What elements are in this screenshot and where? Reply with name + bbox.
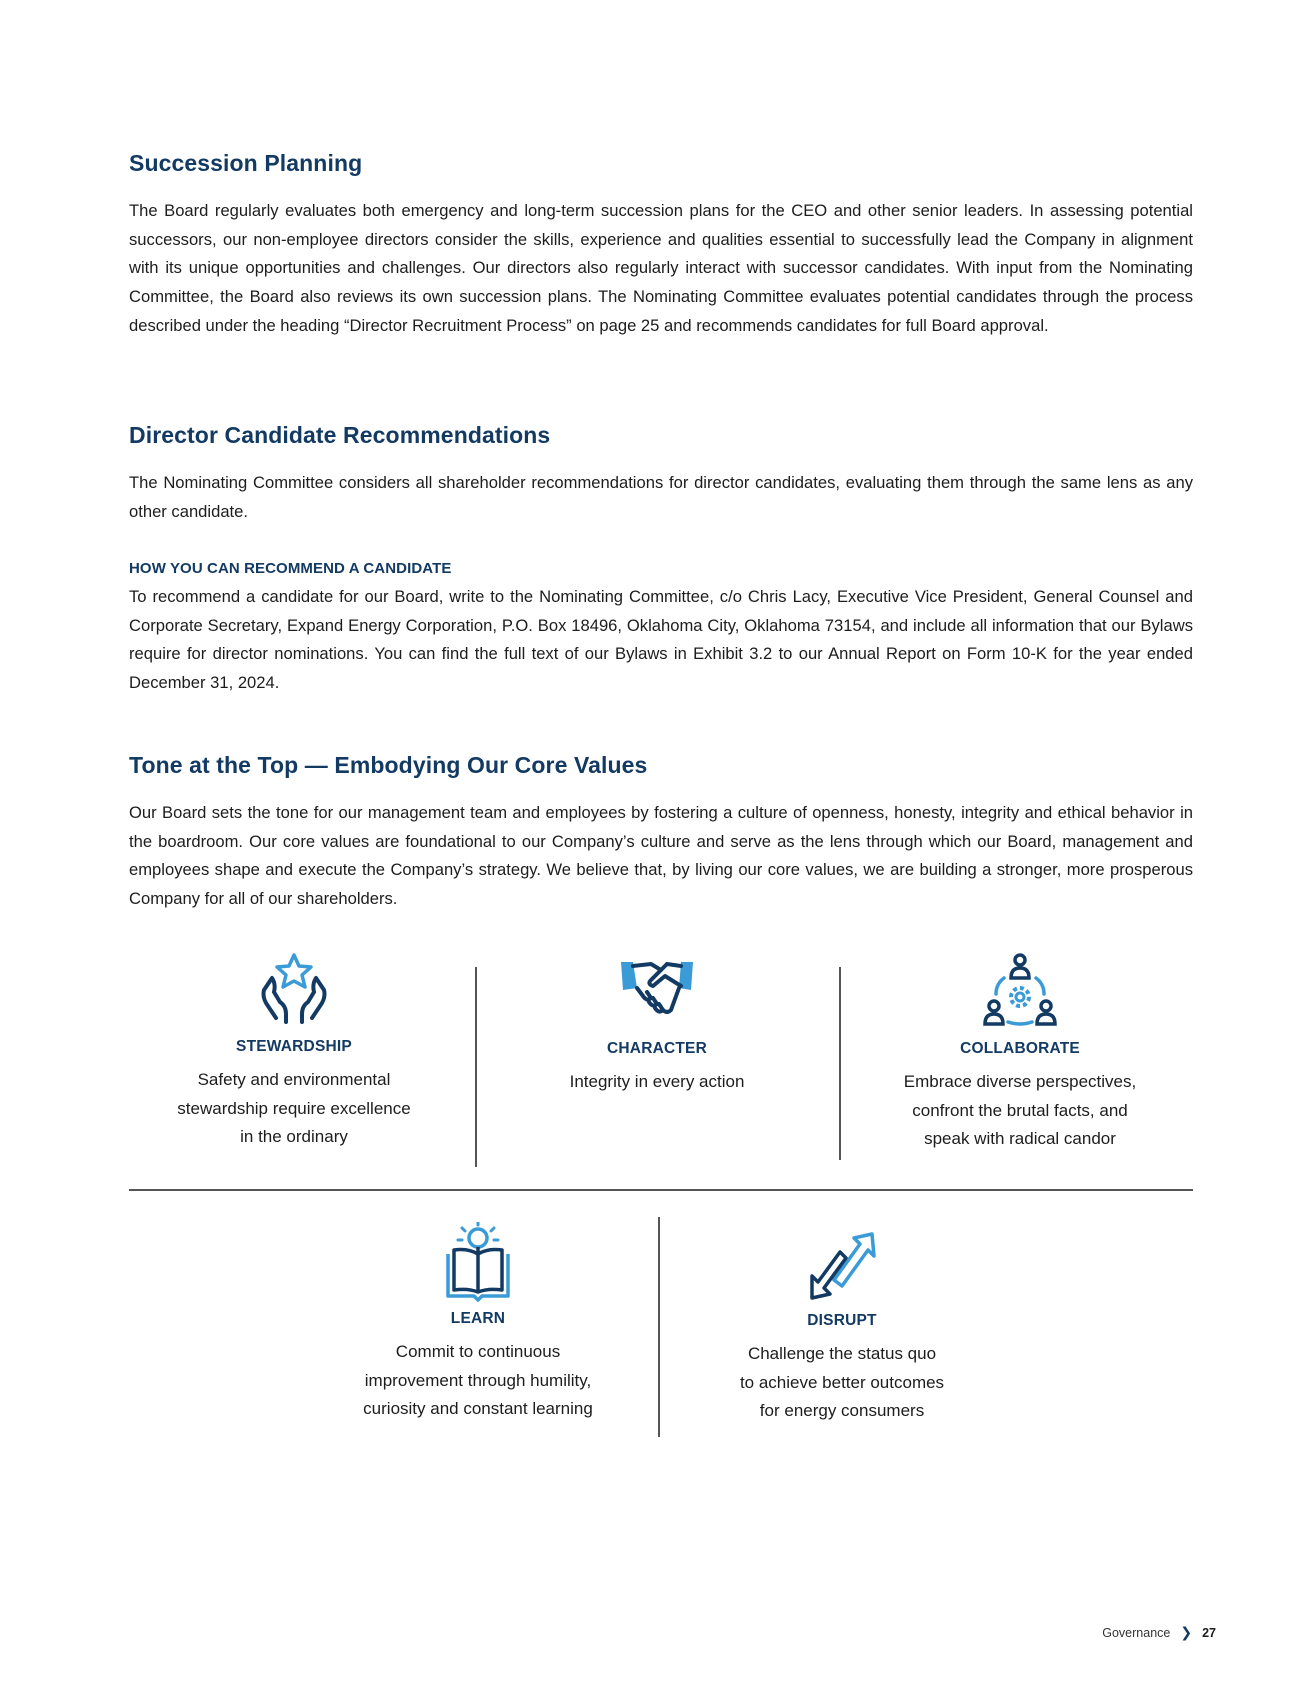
team-gear-icon <box>980 952 1060 1030</box>
value-desc: Integrity in every action <box>569 1072 745 1091</box>
succession-body: The Board regularly evaluates both emergency and long-term succession plans for the CEO and other senior leaders. In assessing potential successors, our non-employee directors consider the skills, experience and qualities essential to successfully lead the Company in alignment with its unique opportunities and challenges. Our directors also regularly interact with successor candidates. With input from the Nominating Committee, the Board also reviews its own succession plans. The Nominating Committee evaluates potential candidates through the process described under the heading “Director Recruitment Process” on page 25 and recommends candidates for full Board approval. <box>129 201 1193 335</box>
row-divider <box>129 1189 1193 1191</box>
recommendations-title: Director Candidate Recommendations <box>129 422 551 448</box>
value-title: LEARN <box>450 1310 506 1327</box>
recommend-body: To recommend a candidate for our Board, write to the Nominating Committee, c/o Chris Lacy, Executive Vice President, General Counsel and Corporate Secretary, Expand Energy Corporation, P.O. Box 18496, Oklahoma City, Oklahoma 73154, and include all information that our Bylaws require for director nominations. You can find the full text of our Bylaws in Exhibit 3.2 to our Annual Report on Form 10-K for the year ended December 31, 2024. <box>129 587 1193 693</box>
page-footer <box>1102 1624 1216 1641</box>
divider <box>839 967 841 1160</box>
value-desc: Commit to continuous improvement through humility, curiosity and constant learning <box>363 1342 593 1419</box>
divider <box>475 967 477 1167</box>
value-title: COLLABORATE <box>960 1040 1080 1057</box>
value-title: DISRUPT <box>807 1312 877 1329</box>
value-desc: Challenge the status quo to achieve better outcomes for energy consumers <box>739 1344 945 1421</box>
value-disrupt <box>697 1230 987 1426</box>
recommendations-body: The Nominating Committee considers all shareholder recommendations for director candidates, evaluating them through the same lens as any other candidate. <box>129 473 1193 521</box>
value-desc: Embrace diverse perspectives, confront the brutal facts, and speak with radical candor <box>903 1072 1137 1149</box>
succession-title: Succession Planning <box>129 150 363 176</box>
tone-title: Tone at the Top — Embodying Our Core Values <box>129 752 648 778</box>
value-desc: Safety and environmental stewardship require excellence in the ordinary <box>177 1070 411 1147</box>
value-collaborate <box>874 952 1166 1154</box>
value-title: STEWARDSHIP <box>236 1038 352 1055</box>
tone-body: Our Board sets the tone for our management team and employees by fostering a culture of openness, honesty, integrity and ethical behavior in the boardroom. Our core values are foundational to our Company’s culture and serve as the lens through which our Board, management and employees shape and execute the Company’s strategy. We believe that, by living our core values, we are building a stronger, more prosperous Company for all of our shareholders. <box>129 803 1193 909</box>
page-number: 27 <box>1202 1625 1216 1640</box>
arrows-icon <box>806 1230 878 1302</box>
divider <box>658 1217 660 1437</box>
value-title: CHARACTER <box>607 1040 707 1057</box>
chevron-right-icon: ❯ <box>1180 1624 1193 1640</box>
value-character <box>512 952 802 1097</box>
book-lightbulb-icon <box>438 1222 518 1302</box>
recommend-subhead: HOW YOU CAN RECOMMEND A CANDIDATE <box>129 560 452 577</box>
hands-star-icon <box>254 950 334 1030</box>
value-learn <box>333 1222 623 1424</box>
value-stewardship <box>149 950 439 1152</box>
handshake-icon <box>617 952 697 1030</box>
footer-section: Governance <box>1102 1625 1171 1640</box>
